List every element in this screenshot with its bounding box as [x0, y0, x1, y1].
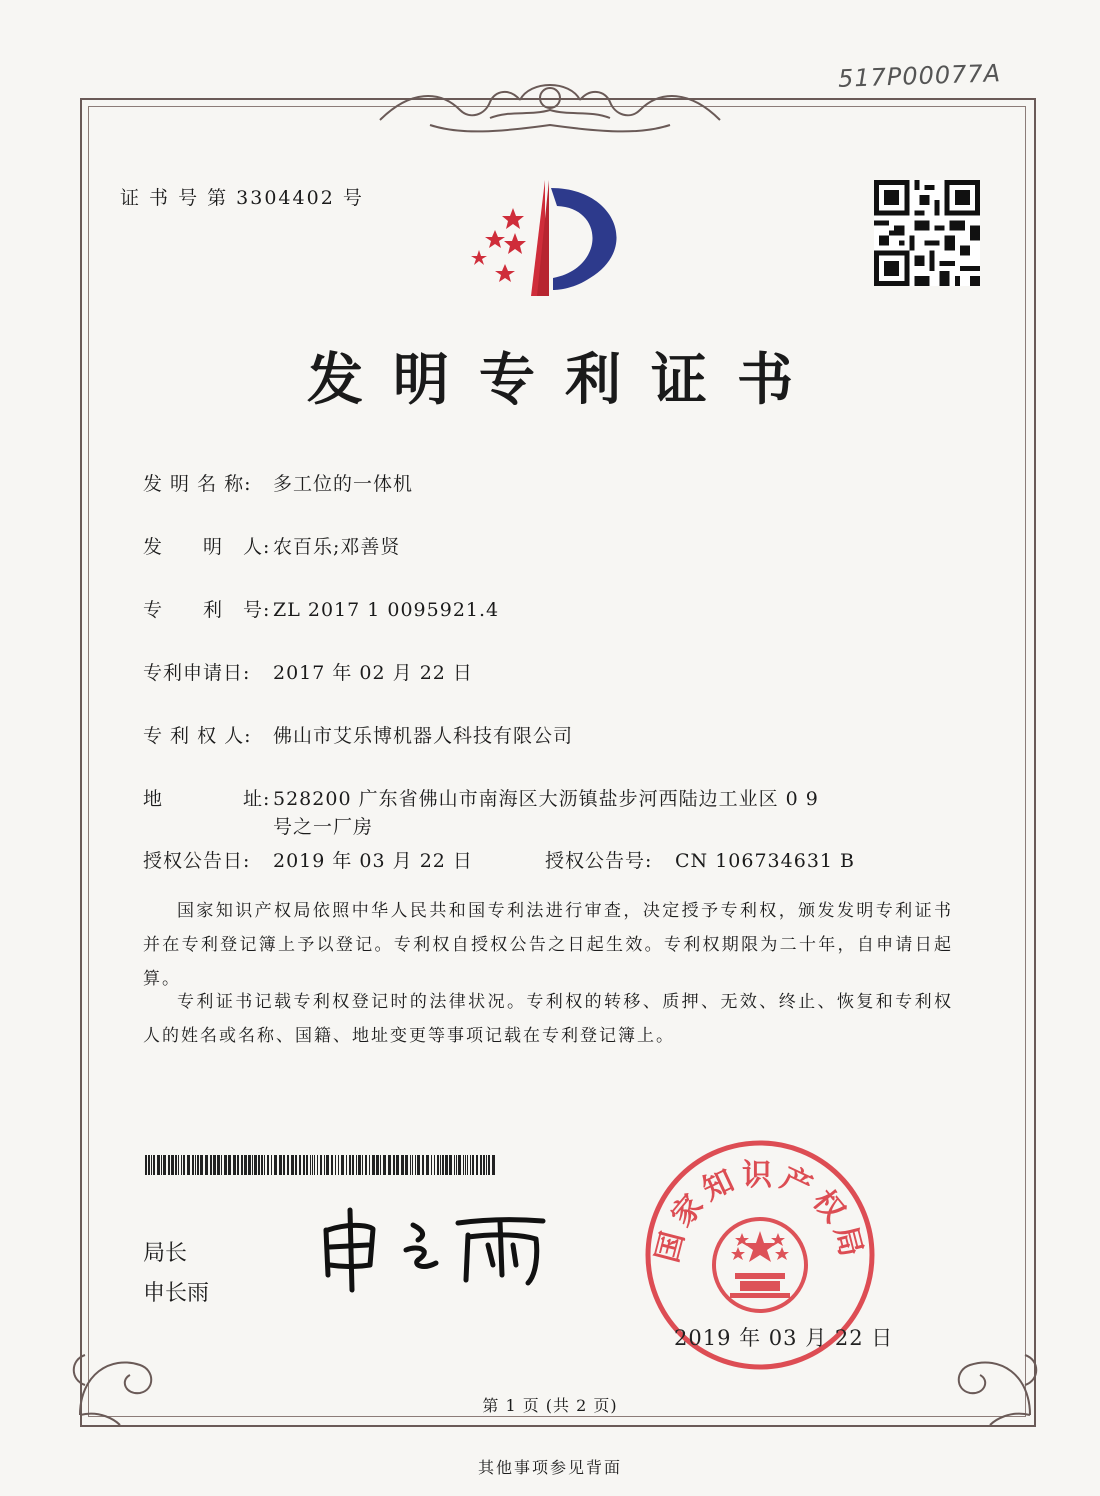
signatory-name: 申长雨	[143, 1281, 210, 1306]
patentee-label: 专 利 权 人:	[143, 725, 252, 747]
application-date-row	[143, 659, 473, 687]
inventors-label: 发 明 人:	[143, 536, 271, 558]
top-ornament	[370, 70, 730, 140]
handwritten-signature	[318, 1205, 558, 1295]
statement-paragraph-1: 国家知识产权局依照中华人民共和国专利法进行审查，决定授予专利权，颁发发明专利证书并在专利登记簿上予以登记。专利权自授权公告之日起生效。专利权期限为二十年，自申请日起算。	[143, 901, 953, 989]
corner-ornament-bottom-right	[940, 1325, 1050, 1435]
invention-name-value: 多工位的一体机	[273, 473, 414, 495]
patent-number-row	[143, 596, 499, 624]
barcode	[145, 1155, 495, 1175]
application-date-label: 专利申请日:	[143, 662, 251, 684]
patent-number-value: ZL 2017 1 0095921.4	[273, 599, 500, 621]
invention-name-label: 发 明 名 称:	[143, 473, 252, 495]
page-number: 第 1 页 (共 2 页)	[482, 1396, 618, 1415]
grant-date-value: 2019 年 03 月 22 日	[273, 850, 473, 872]
statement-paragraph-2: 专利证书记载专利权登记时的法律状况。专利权的转移、质押、无效、终止、恢复和专利权人的姓名或名称、国籍、地址变更等事项记载在专利登记簿上。	[143, 992, 953, 1046]
patentee-row	[143, 722, 573, 750]
certificate-title: 发明专利证书	[307, 348, 823, 413]
seal-date: 2019 年 03 月 22 日	[674, 1326, 894, 1350]
address-value: 528200 广东省佛山市南海区大沥镇盐步河西陆边工业区 0 9 号之一厂房	[273, 788, 819, 838]
handwritten-note: 517P00077A	[837, 59, 1002, 93]
footer-note: 其他事项参见背面	[477, 1458, 622, 1477]
svg-text:国家知识产权局: 国家知识产权局	[649, 1158, 871, 1266]
patent-office-logo	[465, 178, 635, 303]
grant-number-row	[545, 847, 855, 875]
grant-number-value: CN 106734631 B	[675, 850, 855, 872]
inventors-value: 农百乐;邓善贤	[273, 536, 401, 558]
corner-ornament-bottom-left	[60, 1325, 170, 1435]
invention-name-row	[143, 470, 413, 498]
inventors-row	[143, 533, 400, 561]
certificate-number: 证 书 号 第 3304402 号	[120, 187, 364, 209]
address-label: 地 址:	[143, 788, 271, 810]
grant-date-label: 授权公告日:	[143, 850, 251, 872]
grant-number-label: 授权公告号:	[545, 850, 653, 872]
grant-date-row	[143, 847, 473, 875]
qr-code	[874, 180, 980, 286]
signatory-title: 局长	[143, 1241, 188, 1266]
patent-number-label: 专 利 号:	[143, 599, 271, 621]
patentee-value: 佛山市艾乐博机器人科技有限公司	[273, 725, 574, 747]
application-date-value: 2017 年 02 月 22 日	[273, 662, 473, 684]
address-row	[143, 785, 833, 841]
